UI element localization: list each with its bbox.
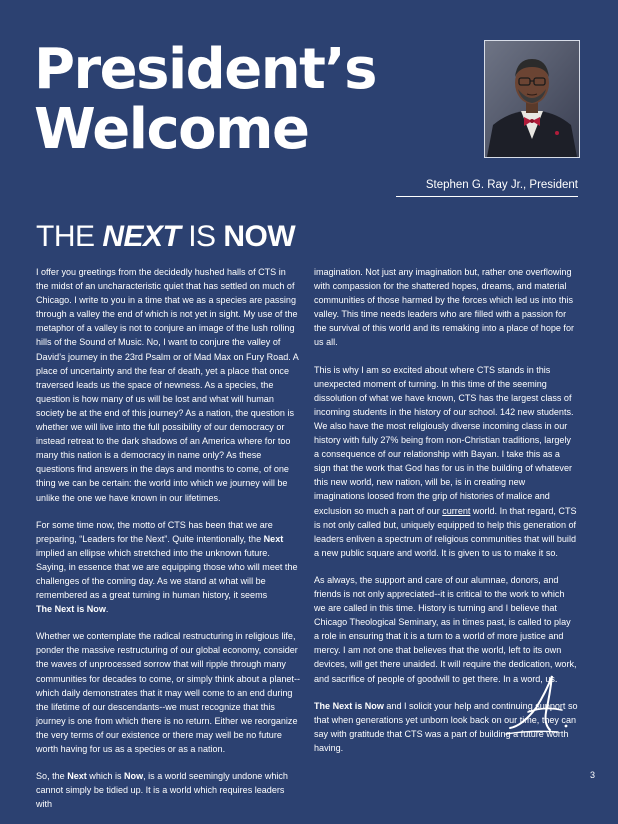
right-paragraph-4-next-is-now: The Next is Now — [314, 700, 384, 711]
page-number: 3 — [590, 770, 596, 780]
left-paragraph-2-text-c: implied an ellipse which stretched into the unknown future. Saying, in essence that we are equipping those who will meet the challenges of the coming day. As we stand at what will be remembered as a great turning in human history, it seems — [36, 547, 298, 601]
right-paragraph-2 — [314, 363, 578, 560]
portrait-illustration — [485, 41, 579, 157]
left-paragraph-4 — [36, 769, 300, 811]
body-column-left — [36, 265, 300, 824]
left-paragraph-2-text-a: For some time now, the motto of CTS has been that we are preparing, “Leaders for the Next”. Quite intentionally, the — [36, 519, 273, 544]
portrait-caption: Stephen G. Ray Jr., President — [425, 179, 578, 191]
left-paragraph-4-text-a: So, the — [36, 771, 68, 782]
left-paragraph-1: I offer you greetings from the decidedly hushed halls of CTS in the midst of an uncharacteristic quiet that has settled on much of Chicago. I write to you in a time that we as a species are passing through a valley the end of which is not yet in sight. My use of the metaphor of a valley is not to conjure an image of the lush rolling hills of the Sound of Music. No, I want to conjure the valley of David’s journey in the 23rd Psalm or of Mad Max on Fury Road. A place of uncertainty and the fear of death, yet a place that once traversed leads us the space of newness. As a species, the question is how many of us will be lost and what will human society be at the end of this journey? As a nation, the question is whether we will live into the full possibility of our democracy or instead retreat to the dark shadows of an America where for too many this nation is a democracy in name only? As these questions find answers in the days and months to come, of one thing we can be certain: the world into which we journey will be unlike the one we have known in our lifetimes. — [36, 267, 299, 503]
left-paragraph-4-next: Next — [67, 771, 87, 782]
headline-next: NEXT — [102, 220, 181, 253]
right-paragraph-4-text: and I solicit your help and continuing support so that when generations yet unborn look back on our time, they can say with gratitude that CTS was a part of building a future worth having. — [314, 700, 578, 753]
page-title — [34, 37, 376, 162]
signature-mark — [500, 668, 580, 740]
page-title-line-2: Welcome — [34, 97, 309, 162]
right-paragraph-3: As always, the support and care of our alumnae, donors, and friends is not only appreciated--it is critical to the work to which we are called in this time. History is turning and I believe that Chicago Theological Seminary, as in times past, is called to play a role in ensuring that it is a turn to a world of more justice and mercy. I am not one that believes that the world, left to its own devices, will get there unaided. It will require the dedication, work, and sacrifice of people of goodwill to get there. In a word, us. — [314, 574, 577, 684]
section-headline — [36, 220, 295, 254]
right-paragraph-2-text-a: This is why I am so excited about where CTS stands in this unexpected moment of turning. In this time of the seeming dissolution of what we have known, CTS has the largest class of incoming students in the history of our school. 142 new students. We also have the most religiously diverse incoming class in our history with fully 27% being from non-Christian traditions, largely a consequence of our relationship with Bayan. I take this as a sign that the work that God has for us in the building of whatever this new world, new nation, will be, is in creating new imaginations loosed from the grip of histories of malice and exclusion so much a part of our — [314, 364, 574, 516]
left-paragraph-4-now: Now — [124, 771, 144, 782]
left-paragraph-2 — [36, 518, 300, 617]
right-paragraph-1: imagination. Not just any imagination but, rather one overflowing with compassion for the shattered hopes, dreams, and material communities of those harmed by the forces which led us into this valley. This time needs leaders who are filled with a passion for the survival of this world and its remaking into a place of hope for us all. — [314, 267, 574, 348]
left-paragraph-3: Whether we contemplate the radical restructuring in religious life, ponder the massive restructuring of our global economy, consider the waves of unprocessed sorrow that will ripple through many communities for decades to come, or simply think about a planet--which daily demonstrates that it may well come to an end during the lifetime of our descendants--we must recognize that this journey is one from which there is no return. Either we reorganize the very terms of our existence or there may well be no future worth having for us as a species or as a nation. — [36, 631, 300, 754]
president-portrait — [484, 40, 580, 158]
left-paragraph-4-text-e: , is a world seemingly undone which cannot simply be tidied up. It is a world which requires leaders with — [36, 771, 288, 810]
caption-divider — [396, 196, 578, 197]
headline-the: THE — [36, 220, 103, 253]
signature-icon — [500, 668, 580, 740]
right-paragraph-2-current: current — [442, 505, 471, 516]
headline-is: IS — [180, 220, 224, 253]
left-paragraph-4-text-c: which is — [86, 771, 125, 782]
right-paragraph-2-text-c: world. In that regard, CTS is not only called but, uniquely equipped to help this generation of leaders enliven a spectrum of religious communities that will build a new public square and world. It is given to us to make it so. — [314, 505, 577, 558]
left-paragraph-2-next: Next — [263, 533, 284, 544]
headline-now: NOW — [223, 220, 296, 253]
left-paragraph-2-next-is-now: The Next is Now — [36, 604, 106, 615]
left-paragraph-2-period: . — [105, 604, 109, 615]
page-title-line-1: President’s — [34, 37, 376, 102]
